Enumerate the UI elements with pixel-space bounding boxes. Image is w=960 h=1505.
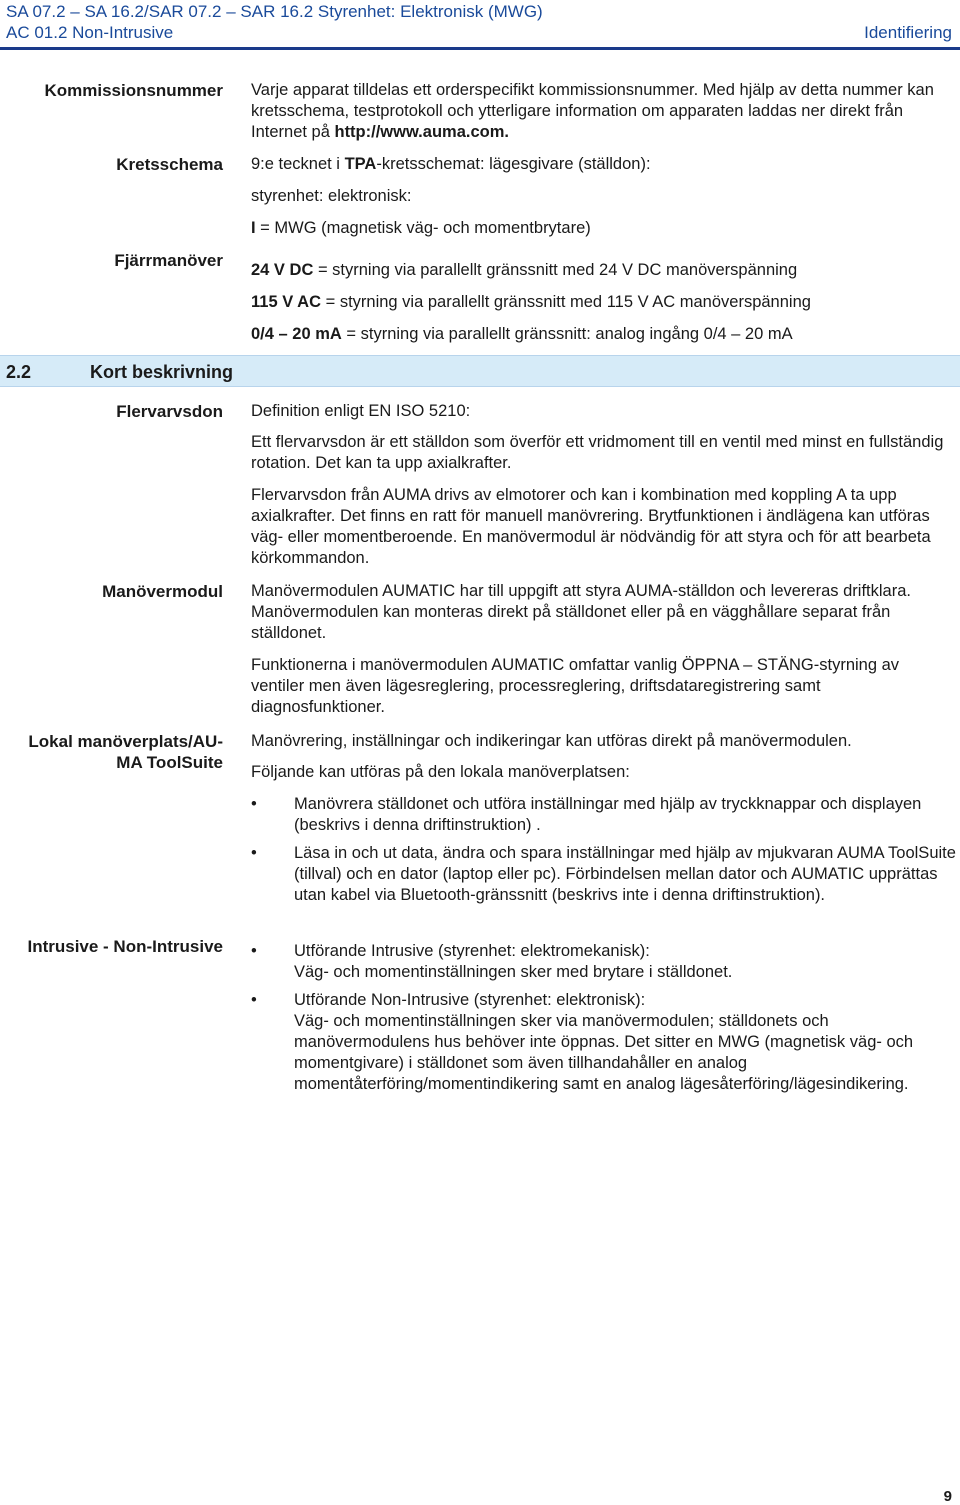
kretsschema-line3-post: = MWG (magnetisk väg- och momentbrytare) (255, 219, 591, 237)
fjarrmanover-desc: = styrning via parallellt gränssnitt med 115 V AC manöverspänning (321, 293, 811, 311)
fjarrmanover-item (251, 324, 956, 345)
label-lokal-line1: Lokal manöverplats/AU- (28, 732, 223, 751)
kretsschema-line1-pre: 9:e tecknet i (251, 155, 345, 173)
bullet-icon: • (251, 844, 257, 862)
list-item-text: Läsa in och ut data, ändra och spara inställningar med hjälp av mjukvaran AUMA ToolSuite (tillval) och en dator (laptop eller pc). Förbindelsen mellan dator och AUMATIC upprättas utan kabel via Bluetooth-gränssnitt (beskrivs inte i denna driftinstruktion). (294, 844, 956, 904)
fjarrmanover-key: 24 V DC (251, 261, 314, 279)
flervarvsdon-paragraph: Ett flervarvsdon är ett ställdon som överför ett vridmoment till en ventil med minst en fullständig rotation. Det kan ta upp axialkrafter. (251, 433, 944, 472)
kommissionsnummer-end: . (504, 123, 509, 141)
bullet-icon: • (251, 795, 257, 813)
label-kommissionsnummer: Kommissionsnummer (44, 81, 223, 100)
section-title: Kort beskrivning (90, 362, 234, 382)
fjarrmanover-desc: = styrning via parallellt gränssnitt med 24 V DC manöverspänning (313, 261, 798, 279)
kretsschema-line1-post: -kretsschemat: lägesgivare (ställdon): (376, 155, 651, 173)
kretsschema-tpa: TPA (344, 155, 377, 173)
page-number: 9 (943, 1488, 952, 1505)
label-lokal-line2: MA ToolSuite (116, 753, 223, 772)
kretsschema-line3 (251, 218, 956, 239)
fjarrmanover-item (251, 260, 956, 281)
auma-url-link[interactable]: http://www.auma.com (334, 123, 505, 141)
kretsschema-line2: styrenhet: elektronisk: (251, 187, 412, 205)
kommissionsnummer-text: Varje apparat tilldelas ett orderspecifikt kommissionsnummer. Med hjälp av detta nummer kan kretsschema, testprotokoll och ytterligare information om apparaten laddas ner direkt från Internet på (251, 81, 934, 141)
list-item-body (294, 990, 956, 1095)
list-item-text: Väg- och momentinställningen sker via manövermodulen; ställdonets och manövermodulens hus behöver inte öppnas. Det sitter en MWG (magnetisk väg- och momentgivare) i ställdonet som även tillhandahåller en analog momentåterföring/momentindikering samt en analog lägesåterföring/lägesindikering. (294, 1012, 914, 1093)
header-divider (0, 47, 960, 50)
bullet-icon: • (251, 991, 257, 1009)
label-fjarrmanover: Fjärrmanöver (114, 251, 223, 270)
header-chapter-title: Identifiering (864, 23, 952, 42)
fjarrmanover-key: 0/4 – 20 mA (251, 325, 342, 343)
label-flervarvsdon: Flervarvsdon (116, 402, 223, 421)
section-heading-bar (0, 355, 960, 387)
flervarvsdon-definition: Definition enligt EN ISO 5210: (251, 402, 471, 420)
manovermodul-paragraph: Funktionerna i manövermodulen AUMATIC omfattar vanlig ÖPPNA – STÄNG-styrning av ventiler men även lägesreglering, processreglering, driftsdataregistrering samt diagnosfunktioner. (251, 656, 900, 716)
fjarrmanover-key: 115 V AC (251, 293, 322, 311)
page-header (0, 0, 960, 52)
label-lokal-manoverplats (0, 731, 223, 773)
list-item-body (294, 941, 956, 983)
section-number: 2.2 (6, 362, 32, 382)
flervarvsdon-paragraph: Flervarvsdon från AUMA drivs av elmotorer och kan i kombination med koppling A ta upp axialkrafter. Det finns en ratt för manuell manövrering. Brytfunktionen i ändlägena kan utföras väg- eller momentberoende. En manövermodul är nödvändig för att styra och för att bearbeta körkommandon. (251, 486, 931, 567)
header-product-subtitle: AC 01.2 Non-Intrusive (6, 23, 174, 42)
kretsschema-line1 (251, 154, 956, 175)
list-item-title: Utförande Non-Intrusive (styrenhet: elektronisk): (294, 991, 646, 1009)
list-item-text: Väg- och momentinställningen sker med brytare i ställdonet. (294, 963, 733, 981)
header-product-title: SA 07.2 – SA 16.2/SAR 07.2 – SAR 16.2 Styrenhet: Elektronisk (MWG) (6, 2, 543, 21)
kretsschema-code: I (251, 219, 256, 237)
label-kretsschema: Kretsschema (116, 155, 223, 174)
label-manovermodul: Manövermodul (102, 582, 223, 601)
label-intrusive: Intrusive - Non-Intrusive (27, 937, 223, 956)
manovermodul-paragraph: Manövermodulen AUMATIC har till uppgift att styra AUMA-ställdon och levereras driftklara. Manövermodulen kan monteras direkt på ställdonet eller på en vägghållare separat från ställdonet. (251, 582, 911, 642)
lokal-paragraph: Manövrering, inställningar och indikeringar kan utföras direkt på manövermodulen. (251, 732, 852, 750)
lokal-intro: Följande kan utföras på den lokala manöverplatsen: (251, 763, 630, 781)
fjarrmanover-desc: = styrning via parallellt gränssnitt: analog ingång 0/4 – 20 mA (341, 325, 793, 343)
list-item-text: Manövrera ställdonet och utföra inställningar med hjälp av tryckknappar och displayen (beskrivs i denna driftinstruktion) . (294, 795, 922, 834)
fjarrmanover-item (251, 292, 956, 313)
bullet-icon: • (251, 942, 257, 960)
list-item-title: Utförande Intrusive (styrenhet: elektromekanisk): (294, 942, 650, 960)
kommissionsnummer-paragraph (251, 80, 956, 143)
